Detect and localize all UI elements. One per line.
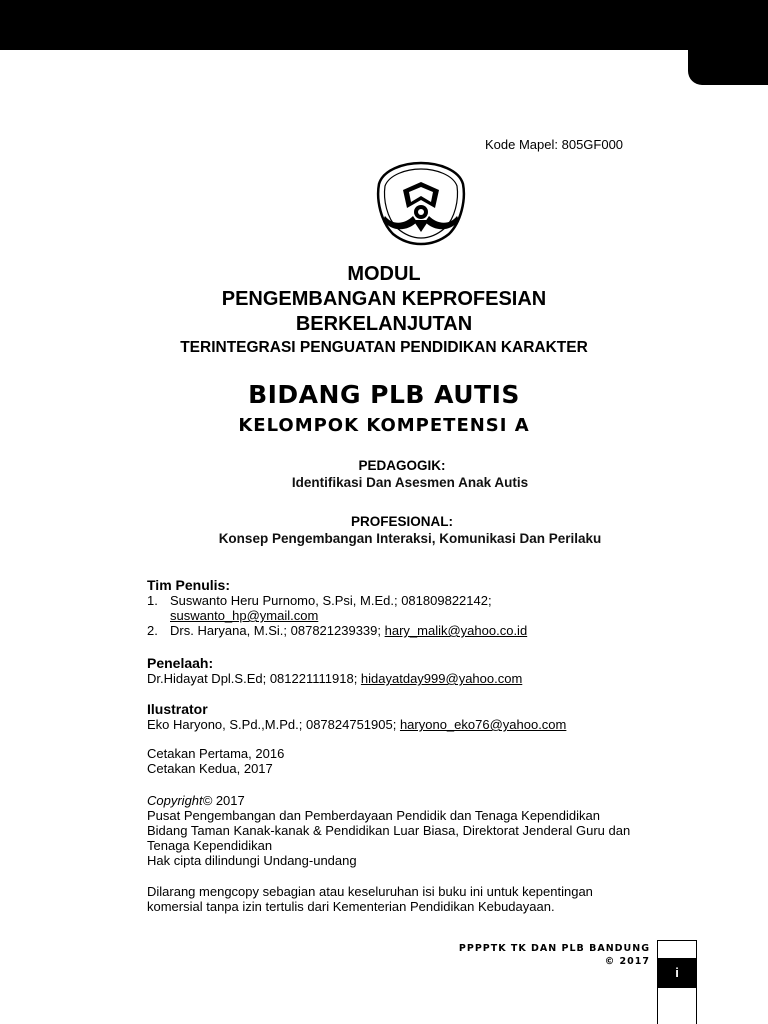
- tim-item-email[interactable]: suswanto_hp@ymail.com: [170, 608, 319, 623]
- ilustrator-text: Eko Haryono, S.Pd.,M.Pd.; 087824751905;: [147, 717, 400, 732]
- penelaah-heading: Penelaah:: [147, 655, 214, 671]
- title-bidang: BIDANG PLB AUTIS: [248, 380, 520, 409]
- footer-line1: PPPPTK TK DAN PLB BANDUNG: [458, 943, 650, 954]
- larangan-line2: komersial tanpa izin tertulis dari Kementerian Pendidikan Kebudayaan.: [147, 899, 555, 914]
- ilustrator-line: [147, 717, 566, 732]
- profesional-text: Konsep Pengembangan Interaksi, Komunikasi Dan Perilaku: [218, 531, 602, 546]
- ilustrator-section: [147, 702, 566, 732]
- kode-mapel: Kode Mapel: 805GF000: [485, 137, 624, 152]
- tim-item-email[interactable]: hary_malik@yahoo.co.id: [384, 623, 528, 638]
- pedagogik-heading: PEDAGOGIK:: [358, 458, 446, 473]
- top-black-bar: [0, 0, 768, 50]
- penelaah-section: [147, 656, 522, 686]
- page-number: i: [657, 958, 697, 988]
- copyright-year: 2017: [212, 793, 245, 808]
- penelaah-email[interactable]: hidayatday999@yahoo.com: [360, 671, 523, 686]
- tim-penulis-section: [147, 578, 527, 638]
- copyright-label: Copyright©: [147, 793, 213, 808]
- title-pkb-line2: BERKELANJUTAN: [295, 313, 473, 335]
- copyright-org-line2: Bidang Taman Kanak-kanak & Pendidikan Luar Biasa, Direktorat Jenderal Guru dan: [147, 823, 631, 838]
- tim-item-number: 2.: [147, 623, 158, 638]
- copyright-section: [147, 793, 630, 868]
- cetakan-kedua: Cetakan Kedua, 2017: [147, 761, 273, 776]
- tim-item-text: Drs. Haryana, M.Si.; 087821239339;: [170, 623, 385, 638]
- copyright-org-line1: Pusat Pengembangan dan Pemberdayaan Pendidik dan Tenaga Kependidikan: [147, 808, 600, 823]
- tim-item-1: [147, 593, 527, 623]
- ilustrator-email[interactable]: haryono_eko76@yahoo.com: [399, 717, 567, 732]
- copyright-org-line3: Tenaga Kependidikan: [147, 838, 273, 853]
- tim-item-number: 1.: [147, 593, 158, 608]
- larangan-line1: Dilarang mengcopy sebagian atau keseluruhan isi buku ini untuk kepentingan: [147, 884, 593, 899]
- tim-item-2: [147, 623, 527, 638]
- title-kelompok: KELOMPOK KOMPETENSI A: [238, 415, 530, 436]
- pedagogik-text: Identifikasi Dan Asesmen Anak Autis: [291, 475, 529, 490]
- footer-publisher: [459, 942, 650, 968]
- top-corner-tab: [688, 40, 768, 85]
- profesional-heading: PROFESIONAL:: [350, 514, 453, 529]
- penelaah-line: [147, 671, 522, 686]
- copyright-line: [147, 793, 630, 808]
- title-modul: MODUL: [347, 263, 421, 285]
- copyright-rights: Hak cipta dilindungi Undang-undang: [147, 853, 357, 868]
- footer-line2: © 2017: [604, 956, 650, 967]
- larangan-section: [147, 884, 593, 914]
- ilustrator-heading: Ilustrator: [147, 701, 208, 717]
- title-pkb-line1: PENGEMBANGAN KEPROFESIAN: [221, 288, 547, 310]
- tim-penulis-heading: Tim Penulis:: [147, 577, 230, 593]
- tim-item-text: Suswanto Heru Purnomo, S.Psi, M.Ed.; 081809822142;: [170, 593, 492, 608]
- penelaah-text: Dr.Hidayat Dpl.S.Ed; 081221111918;: [147, 671, 361, 686]
- tut-wuri-handayani-emblem-icon: [373, 160, 469, 246]
- cetakan-pertama: Cetakan Pertama, 2016: [147, 746, 285, 761]
- title-subtitle: TERINTEGRASI PENGUATAN PENDIDIKAN KARAKTER: [180, 339, 588, 356]
- cetakan-section: [147, 746, 284, 776]
